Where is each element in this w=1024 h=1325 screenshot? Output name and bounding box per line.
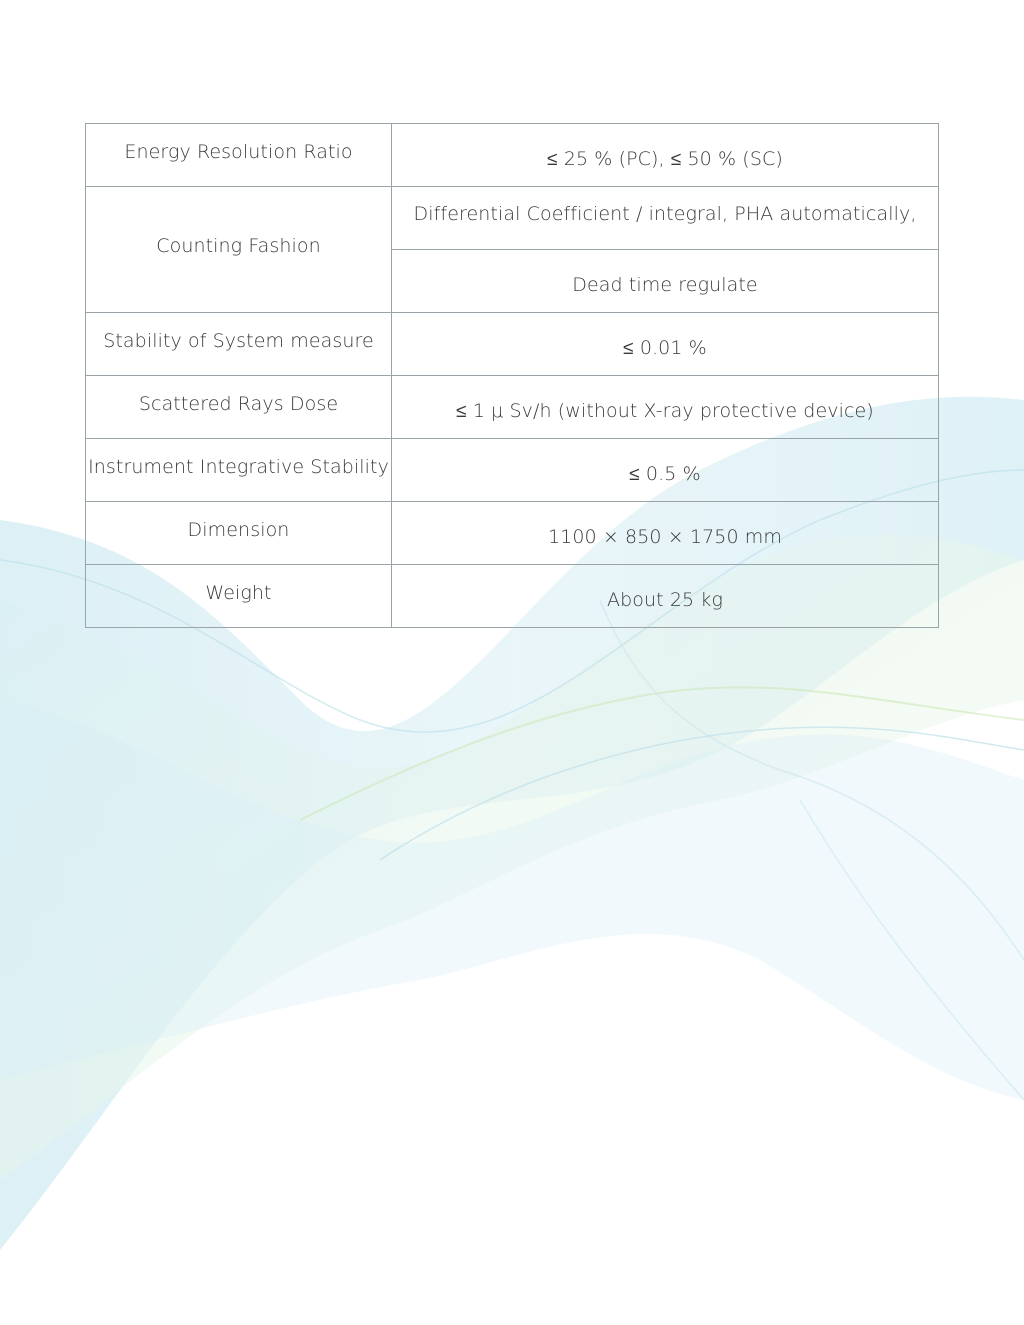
spec-label: Energy Resolution Ratio [86,124,392,187]
spec-label: Weight [86,565,392,628]
table-row [86,124,939,187]
table-row [86,313,939,376]
table-row [86,439,939,502]
specifications-table [85,123,939,628]
spec-label: Instrument Integrative Stability [86,439,392,502]
spec-label: Dimension [86,502,392,565]
spec-value: Differential Coefficient / integral, PHA automatically, [392,187,939,250]
spec-value: Dead time regulate [392,250,939,313]
spec-label: Scattered Rays Dose [86,376,392,439]
table-row [86,187,939,250]
spec-label: Stability of System measure [86,313,392,376]
table-row [86,376,939,439]
table-row [86,565,939,628]
spec-value: ≤ 25 % (PC), ≤ 50 % (SC) [392,124,939,187]
spec-value: ≤ 0.01 % [392,313,939,376]
spec-value: ≤ 1 μ Sv/h (without X-ray protective device) [392,376,939,439]
spec-value: ≤ 0.5 % [392,439,939,502]
spec-label: Counting Fashion [86,187,392,313]
spec-value: About 25 kg [392,565,939,628]
table-row [86,502,939,565]
spec-value: 1100 × 850 × 1750 mm [392,502,939,565]
